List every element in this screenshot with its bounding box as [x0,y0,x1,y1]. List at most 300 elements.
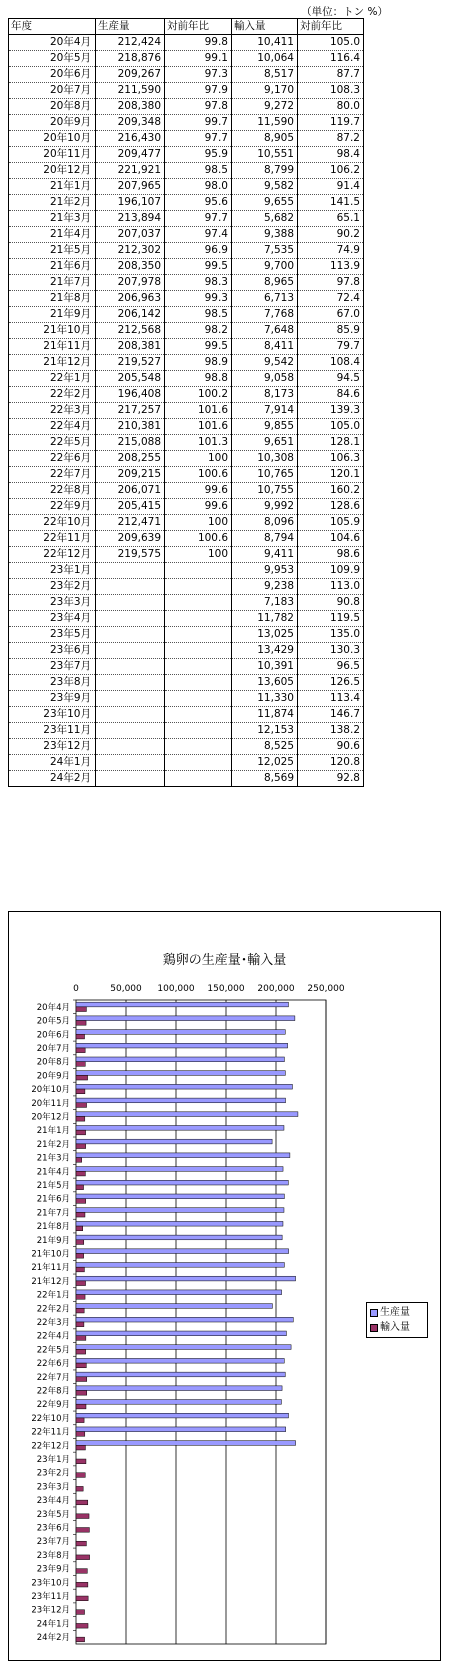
table-cell: 130.3 [298,643,364,659]
table-cell [96,755,165,771]
table-cell [165,691,232,707]
table-cell: 119.5 [298,611,364,627]
bar-import [76,1336,86,1341]
table-row [9,707,364,723]
table-cell: 22年2月 [9,387,96,403]
table-cell: 94.5 [298,371,364,387]
table-cell: 99.7 [165,115,232,131]
bar-production [76,1180,288,1185]
table-cell: 212,568 [96,323,165,339]
table-cell [96,563,165,579]
table-cell: 23年12月 [9,739,96,755]
table-cell: 20年7月 [9,83,96,99]
table-cell: 22年10月 [9,515,96,531]
table-cell: 99.8 [165,35,232,51]
table-cell: 101.3 [165,435,232,451]
table-cell: 20年10月 [9,131,96,147]
category-label: 22年10月 [31,1413,70,1424]
table-cell: 217,257 [96,403,165,419]
table-cell: 85.9 [298,323,364,339]
table-cell: 22年11月 [9,531,96,547]
table-cell: 9,651 [232,435,298,451]
table-cell: 65.1 [298,211,364,227]
table-cell: 20年4月 [9,35,96,51]
bar-import [76,1473,85,1478]
table-cell: 100 [165,515,232,531]
legend-item [370,1305,424,1320]
category-label: 23年9月 [36,1564,70,1575]
table-cell: 9,542 [232,355,298,371]
table-cell [165,595,232,611]
table-cell: 209,477 [96,147,165,163]
table-cell: 20年6月 [9,67,96,83]
table-cell: 20年11月 [9,147,96,163]
table-row [9,323,364,339]
table-cell: 92.8 [298,771,364,787]
table-cell: 104.6 [298,531,364,547]
table-cell: 128.1 [298,435,364,451]
table-cell: 207,965 [96,179,165,195]
bar-import [76,1253,84,1258]
table-cell: 97.7 [165,131,232,147]
table-row [9,595,364,611]
table-cell: 99.6 [165,499,232,515]
bar-import [76,1404,86,1409]
table-cell: 221,921 [96,163,165,179]
table-cell: 205,415 [96,499,165,515]
table-cell: 207,037 [96,227,165,243]
table-cell: 9,582 [232,179,298,195]
bar-production [76,1071,285,1076]
table-row [9,643,364,659]
category-label: 23年2月 [36,1468,70,1479]
category-label: 21年8月 [36,1222,70,1233]
table-cell [165,643,232,659]
table-cell: 105.0 [298,419,364,435]
table-cell: 13,429 [232,643,298,659]
table-cell: 8,569 [232,771,298,787]
table-cell [165,675,232,691]
bar-production [76,1358,284,1363]
table-cell: 98.8 [165,371,232,387]
table-row [9,563,364,579]
table-cell: 99.1 [165,51,232,67]
bar-production [76,1098,285,1103]
bar-import [76,1637,85,1642]
table-cell: 212,471 [96,515,165,531]
category-label: 21年11月 [31,1263,70,1274]
table-cell: 7,914 [232,403,298,419]
bar-import [76,1199,86,1204]
table-cell: 9,388 [232,227,298,243]
table-cell: 96.5 [298,659,364,675]
table-cell: 10,308 [232,451,298,467]
table-cell: 24年1月 [9,755,96,771]
table-cell: 74.9 [298,243,364,259]
bar-production [76,1084,292,1089]
bar-production [76,1126,284,1131]
table-cell: 212,302 [96,243,165,259]
category-label: 23年4月 [36,1496,70,1507]
table-cell: 12,153 [232,723,298,739]
bar-production [76,1427,286,1432]
table-cell: 97.8 [298,275,364,291]
bar-import [76,1459,86,1464]
table-cell: 7,183 [232,595,298,611]
table-row [9,515,364,531]
table-cell: 22年7月 [9,467,96,483]
table-cell: 95.9 [165,147,232,163]
table-cell: 21年5月 [9,243,96,259]
table-cell: 100.2 [165,387,232,403]
category-label: 20年12月 [31,1112,70,1123]
table-cell: 100.6 [165,531,232,547]
table-cell: 21年11月 [9,339,96,355]
bar-chart [9,912,440,1660]
table-cell: 106.2 [298,163,364,179]
category-label: 21年2月 [36,1139,70,1150]
table-cell: 23年1月 [9,563,96,579]
legend-label: 輸入量 [380,1322,410,1333]
bar-import [76,1377,87,1382]
table-cell: 10,551 [232,147,298,163]
bar-import [76,1034,85,1039]
table-cell: 97.8 [165,99,232,115]
bar-production [76,1194,284,1199]
table-cell: 100.6 [165,467,232,483]
table-cell: 9,238 [232,579,298,595]
bar-import [76,1623,88,1628]
table-row [9,371,364,387]
table-cell [96,771,165,787]
table-cell: 22年3月 [9,403,96,419]
table-cell: 98.4 [298,147,364,163]
table-cell: 113.0 [298,579,364,595]
legend-item [370,1320,424,1335]
table-row [9,739,364,755]
chart-area [8,911,441,1661]
bar-import [76,1418,84,1423]
table-cell: 9,411 [232,547,298,563]
bar-import [76,1021,86,1026]
table-cell: 23年5月 [9,627,96,643]
bar-production [76,1441,296,1446]
table-cell: 99.5 [165,259,232,275]
table-row [9,547,364,563]
table-cell: 97.7 [165,211,232,227]
table-cell: 208,380 [96,99,165,115]
bar-import [76,1130,86,1135]
table-cell: 8,794 [232,531,298,547]
table-cell: 11,330 [232,691,298,707]
bar-import [76,1295,85,1300]
x-tick-label: 250,000 [307,984,345,994]
table-row [9,211,364,227]
category-label: 23年1月 [36,1455,70,1466]
bar-production [76,1331,286,1336]
bar-import [76,1089,85,1094]
table-cell: 8,173 [232,387,298,403]
category-label: 22年6月 [36,1359,70,1370]
table-cell [165,739,232,755]
bar-import [76,1322,84,1327]
table-cell: 206,963 [96,291,165,307]
table-cell: 99.3 [165,291,232,307]
table-cell: 98.2 [165,323,232,339]
table-row [9,387,364,403]
table-cell: 10,755 [232,483,298,499]
table-row [9,339,364,355]
category-label: 22年7月 [36,1372,70,1383]
table-cell: 213,894 [96,211,165,227]
table-cell [165,723,232,739]
bar-import [76,1486,83,1491]
bar-import [76,1116,85,1121]
table-row [9,755,364,771]
table-row [9,179,364,195]
bar-import [76,1363,86,1368]
table-row [9,275,364,291]
data-table [8,18,364,787]
table-row [9,627,364,643]
table-cell [165,771,232,787]
table-cell: 80.0 [298,99,364,115]
table-cell: 218,876 [96,51,165,67]
bar-production [76,1317,293,1322]
table-row [9,451,364,467]
table-cell: 21年7月 [9,275,96,291]
table-row [9,467,364,483]
table-row [9,723,364,739]
table-cell [96,675,165,691]
table-cell: 101.6 [165,403,232,419]
table-cell: 67.0 [298,307,364,323]
table-cell [96,595,165,611]
table-cell: 207,978 [96,275,165,291]
bar-import [76,1596,88,1601]
table-cell: 13,605 [232,675,298,691]
table-cell: 21年6月 [9,259,96,275]
category-label: 20年8月 [36,1057,70,1068]
table-row [9,483,364,499]
table-cell: 11,874 [232,707,298,723]
table-cell: 22年4月 [9,419,96,435]
table-cell [165,579,232,595]
table-row [9,291,364,307]
table-cell: 7,535 [232,243,298,259]
table-cell [165,755,232,771]
table-cell: 98.5 [165,307,232,323]
table-cell: 90.6 [298,739,364,755]
table-cell: 23年10月 [9,707,96,723]
category-label: 20年11月 [31,1098,70,1109]
table-row [9,659,364,675]
table-cell: 98.6 [298,547,364,563]
table-cell: 20年12月 [9,163,96,179]
table-cell: 208,350 [96,259,165,275]
table-row [9,51,364,67]
table-cell: 9,170 [232,83,298,99]
table-cell: 212,424 [96,35,165,51]
table-row [9,131,364,147]
category-label: 24年1月 [36,1619,70,1630]
table-cell: 10,391 [232,659,298,675]
x-tick-label: 200,000 [257,984,295,994]
table-cell [96,611,165,627]
table-cell [96,579,165,595]
table-body [9,35,364,787]
x-tick-label: 50,000 [110,984,142,994]
table-cell [96,707,165,723]
table-cell: 10,411 [232,35,298,51]
table-cell [165,707,232,723]
table-cell: 22年1月 [9,371,96,387]
bar-import [76,1171,85,1176]
category-label: 22年9月 [36,1400,70,1411]
table-cell: 105.0 [298,35,364,51]
table-cell: 211,590 [96,83,165,99]
table-cell: 9,655 [232,195,298,211]
table-cell: 98.9 [165,355,232,371]
table-cell: 98.5 [165,163,232,179]
table-cell: 209,267 [96,67,165,83]
table-cell: 10,064 [232,51,298,67]
table-cell: 219,527 [96,355,165,371]
table-row [9,115,364,131]
table-cell: 216,430 [96,131,165,147]
category-label: 21年1月 [36,1126,70,1137]
bar-import [76,1103,87,1108]
table-cell: 84.6 [298,387,364,403]
table-cell: 8,517 [232,67,298,83]
table-cell: 8,411 [232,339,298,355]
table-row [9,435,364,451]
table-cell: 141.5 [298,195,364,211]
table-cell: 215,088 [96,435,165,451]
table-row [9,419,364,435]
table-cell: 98.3 [165,275,232,291]
table-cell: 5,682 [232,211,298,227]
legend-label: 生産量 [380,1307,410,1318]
x-tick-label: 100,000 [157,984,195,994]
category-label: 20年7月 [36,1043,70,1054]
table-cell [96,723,165,739]
bar-import [76,1212,85,1217]
header-cell: 対前年比 [298,19,364,35]
category-label: 21年3月 [36,1153,70,1164]
category-label: 22年5月 [36,1345,70,1356]
bar-import [76,1445,85,1450]
bar-production [76,1345,291,1350]
bar-production [76,1304,272,1309]
category-label: 20年10月 [31,1085,70,1096]
table-row [9,259,364,275]
category-label: 22年1月 [36,1290,70,1301]
table-cell: 23年9月 [9,691,96,707]
x-tick-label: 0 [73,984,79,994]
bar-import [76,1582,88,1587]
bar-production [76,1016,295,1021]
table-cell: 21年10月 [9,323,96,339]
category-label: 22年8月 [36,1386,70,1397]
category-label: 23年10月 [31,1578,70,1589]
table-cell: 87.7 [298,67,364,83]
table-cell: 99.5 [165,339,232,355]
table-cell: 21年1月 [9,179,96,195]
header-cell: 輸入量 [232,19,298,35]
category-label: 20年4月 [36,1002,70,1013]
category-label: 22年12月 [31,1441,70,1452]
table-cell: 210,381 [96,419,165,435]
table-cell: 116.4 [298,51,364,67]
table-row [9,147,364,163]
table-row [9,675,364,691]
unit-note: （単位：トン %） [301,6,388,18]
table-cell: 9,855 [232,419,298,435]
table-cell: 8,525 [232,739,298,755]
table-cell: 21年8月 [9,291,96,307]
table-cell: 79.7 [298,339,364,355]
table-cell: 100 [165,451,232,467]
bar-import [76,1226,83,1231]
bar-production [76,1208,284,1213]
bar-production [76,1276,296,1281]
table-row [9,243,364,259]
table-cell: 8,905 [232,131,298,147]
table-cell: 9,953 [232,563,298,579]
table-row [9,227,364,243]
table-cell: 100 [165,547,232,563]
table-cell [96,627,165,643]
bar-import [76,1432,85,1437]
table-cell: 22年9月 [9,499,96,515]
table-cell: 119.7 [298,115,364,131]
table-cell: 7,768 [232,307,298,323]
chart-legend [366,1302,428,1338]
table-row [9,83,364,99]
bar-import [76,1144,86,1149]
table-cell: 90.8 [298,595,364,611]
table-cell [165,563,232,579]
table-cell: 23年2月 [9,579,96,595]
table-row [9,691,364,707]
table-row [9,99,364,115]
table-row [9,163,364,179]
table-cell: 209,215 [96,467,165,483]
category-label: 23年11月 [31,1592,70,1603]
table-cell: 23年11月 [9,723,96,739]
table-cell: 21年4月 [9,227,96,243]
bar-production [76,1386,282,1391]
bar-production [76,1400,281,1405]
table-cell: 23年7月 [9,659,96,675]
table-cell: 208,255 [96,451,165,467]
bar-import [76,1240,84,1245]
category-label: 22年4月 [36,1331,70,1342]
bar-import [76,1281,86,1286]
category-label: 21年6月 [36,1194,70,1205]
category-label: 20年6月 [36,1030,70,1041]
table-cell: 9,700 [232,259,298,275]
table-cell: 22年5月 [9,435,96,451]
table-cell: 23年3月 [9,595,96,611]
table-cell: 196,107 [96,195,165,211]
table-cell: 21年3月 [9,211,96,227]
table-cell: 7,648 [232,323,298,339]
table-cell: 209,348 [96,115,165,131]
table-cell: 139.3 [298,403,364,419]
bar-production [76,1153,290,1158]
